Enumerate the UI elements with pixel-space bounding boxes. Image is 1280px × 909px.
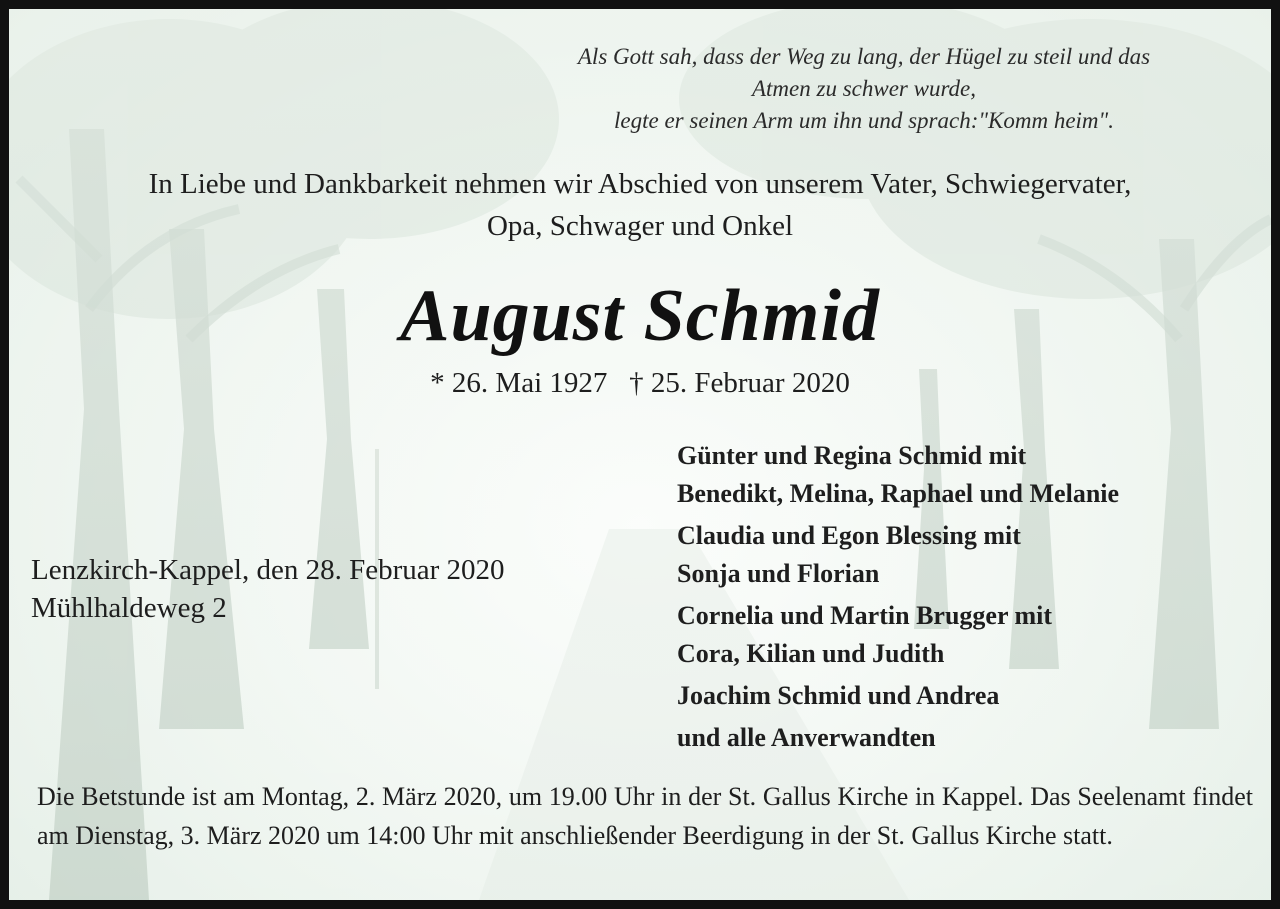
mourner-line: Benedikt, Melina, Raphael und Melanie <box>677 479 1120 508</box>
mourner-line: Cornelia und Martin Brugger mit <box>677 601 1053 630</box>
deceased-name: August Schmid <box>400 275 880 357</box>
intro-line: Opa, Schwager und Onkel <box>486 210 794 242</box>
service-information: Die Betstunde ist am Montag, 2. März 2020, um 19.00 Uhr in der St. Gallus Kirche in Kappel. Das Seelenamt findet am Dienstag, 3. März 2020 um 14:00 Uhr mit anschließender Beerdigung in der St. Gallus Kirche statt. <box>37 782 1253 850</box>
street-address: Mühlhaldeweg 2 <box>31 592 227 624</box>
place-and-address <box>31 551 505 627</box>
mourner-line: und alle Anverwandten <box>677 723 936 752</box>
mourner-line: Sonja und Florian <box>677 559 880 588</box>
mourner-group <box>677 677 1119 715</box>
poem-line: Als Gott sah, dass der Weg zu lang, der Hügel zu steil und das <box>577 44 1151 69</box>
mourner-line: Cora, Kilian und Judith <box>677 639 945 668</box>
poem-line: legte er seinen Arm um ihn und sprach:"Komm heim". <box>614 108 1114 133</box>
mourner-group <box>677 437 1119 513</box>
mourner-line: Günter und Regina Schmid mit <box>677 441 1027 470</box>
mourner-group <box>677 719 1119 757</box>
mourner-group <box>677 517 1119 593</box>
city-date: Lenzkirch-Kappel, den 28. Februar 2020 <box>31 554 505 586</box>
mourner-line: Claudia und Egon Blessing mit <box>677 521 1021 550</box>
farewell-intro <box>9 163 1271 247</box>
intro-line: In Liebe und Dankbarkeit nehmen wir Abschied von unserem Vater, Schwiegervater, <box>148 168 1132 200</box>
mourner-group <box>677 597 1119 673</box>
poem <box>479 41 1249 137</box>
poem-line: Atmen zu schwer wurde, <box>751 76 976 101</box>
mourner-line: Joachim Schmid und Andrea <box>677 681 1000 710</box>
mourners-list <box>677 437 1119 757</box>
life-dates: * 26. Mai 1927 † 25. Februar 2020 <box>430 367 850 399</box>
